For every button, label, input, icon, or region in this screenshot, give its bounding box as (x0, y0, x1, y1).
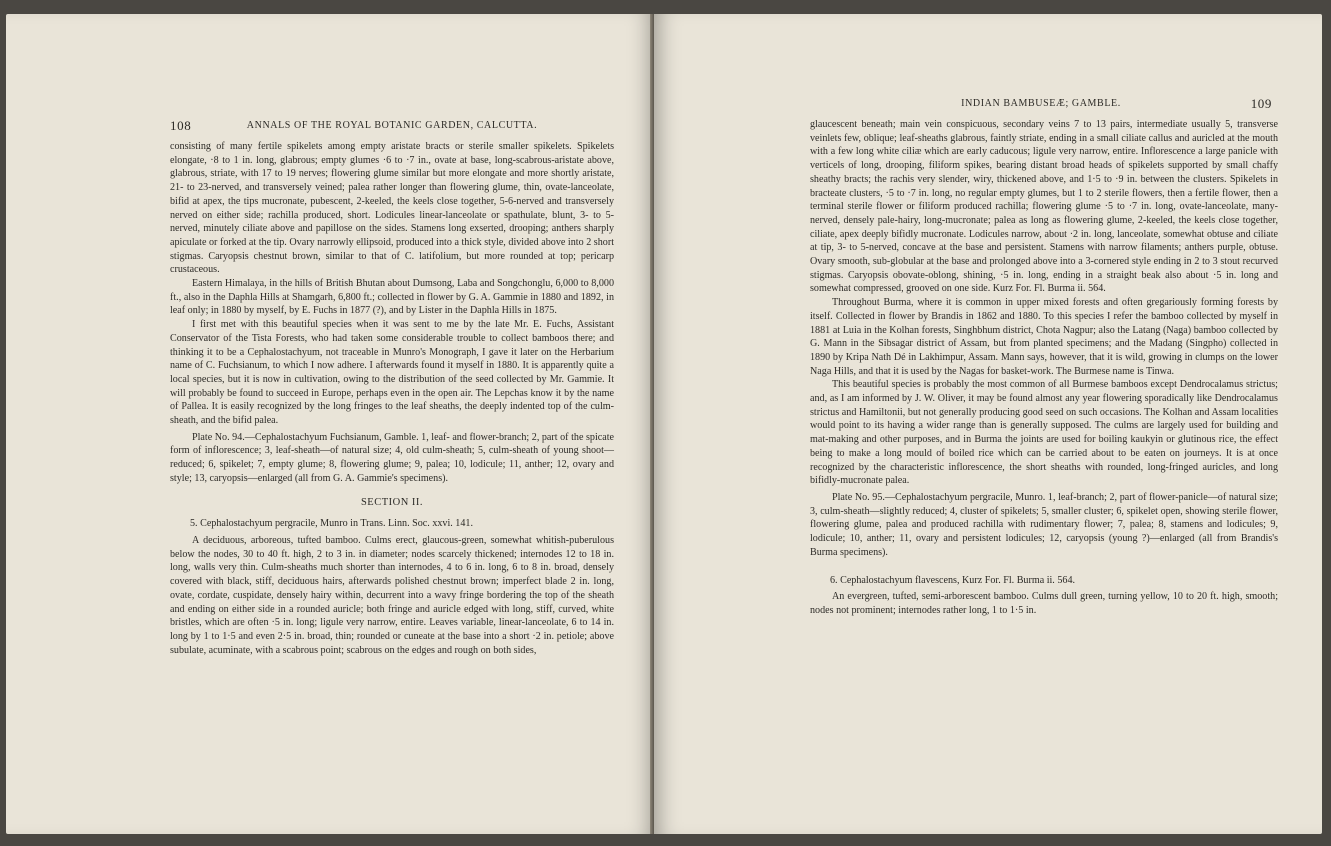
paragraph: Eastern Himalaya, in the hills of British Bhutan about Dumsong, Laba and Songchonglu, 6,000 to 8,000 ft., also in the Daphla Hills at Shamgarh, 6,800 ft.; collected in flower by G. A. Gammie in 1880 and 1892, in leaf only; in 1880 by myself, by E. Fuchs in 1877 (?), and by Lister in the Daphla Hills in 1875. (170, 278, 614, 317)
running-head-title: INDIAN BAMBUSEÆ; GAMBLE. (961, 98, 1121, 109)
species-heading: 6. Cephalostachyum flavescens, Kurz For. Fl. Burma ii. 564. (830, 574, 1076, 586)
paragraph: I first met with this beautiful species when it was sent to me by the late Mr. E. Fuchs, Assistant Conservator of the Tista Forests, who had taken some considerable trouble to collect bamboos there; and thinking it to be a Cephalostachyum, not traceable in Munro's Monograph, I gave it later on the Herbarium name of C. Fuchsianum, to which I now adhere. I afterwards found it myself in 1880. It is apparently quite a local species, but it is now in cultivation, owing to the distribution of the seed collected by Mr. Gammie. It will probably be found to succeed in Europe, perhaps even in the open air. The Lepchas know it by the name of Pallea. It is easily recognized by the long fringes to the leaf sheaths, the deeply indented top of the culm-sheath, and the bifid palea. (170, 319, 614, 427)
running-head-title: ANNALS OF THE ROYAL BOTANIC GARDEN, CALCUTTA. (246, 120, 538, 131)
paragraph: Throughout Burma, where it is common in upper mixed forests and often gregariously forming forests by itself. Collected in flower by Brandis in 1862 and 1880. To this species I refer the bamboo collected by myself in 1881 at Luia in the Kolhan forests, Singhbhum district, Chota Nagpur; also the Latang (Naga) bamboo collected by G. Mann in the Sibsagar district of Assam, but from planted specimens; and the Madang (Singpho) collected in 1890 by Kripa Nath Dé in Lakhimpur, Assam. Mann says, however, that it is wild, growing in clumps on the lower Naga Hills, and that it is used by the Nagas for basket-work. The Burmese name is Tinwa. (810, 297, 1278, 377)
right-page-text (810, 118, 1278, 618)
page-number: 109 (1250, 96, 1272, 111)
left-page-text (170, 140, 614, 657)
left-page (6, 14, 654, 834)
species-heading: 5. Cephalostachyum pergracile, Munro in Trans. Linn. Soc. xxvi. 141. (190, 518, 473, 530)
paragraph: consisting of many fertile spikelets among empty aristate bracts or sterile smaller spikelets. Spikelets elongate, ·8 to 1 in. long, glabrous; empty glumes ·6 to ·7 in., ovate at base, long-scabrous-aristate above, glabrous, striate, with 17 to 19 nerves; flowering glume similar but more elongate and more shortly aristate, 21- to 23-nerved, and transversely veined; palea rather longer than flowering glume, thin, ovate-lanceolate, bifid at apex, the tips mucronate, pubescent, 2-keeled, the keels close together, 5-6-nerved and transversely nerved on either side; rachilla produced, short. Lodicules linear-lanceolate or spathulate, blunt, 3- to 5-nerved, minutely ciliate above and papillose on the sides. Stamens long exserted, drooping; anthers sharply apiculate or forked at the tip. Ovary narrowly ellipsoid, produced into a thick style, divided above into 2 short stigmas. Caryopsis chestnut brown, similar to that of C. latifolium, but more rounded at top; pericarp crustaceous. (170, 141, 614, 276)
section-heading: SECTION II. (360, 496, 424, 508)
paragraph: An evergreen, tufted, semi-arborescent bamboo. Culms dull green, turning yellow, 10 to 20 ft. high, smooth; nodes not prominent; internodes rather long, 1 to 1·5 in. (810, 591, 1278, 616)
plate-caption: Plate No. 95.—Cephalostachyum pergracile, Munro. 1, leaf-branch; 2, part of flower-panicle—of natural size; 3, culm-sheath—slightly reduced; 4, cluster of spikelets; 5, smaller cluster; 6, spikelet open, showing sterile flower, flowering glume, palea and produced rachilla with rudimentary flower; 7, palea; 8, stamens and lodicules; 9, lodicule; 10, anther; 11, ovary and persistent lodicules; 12, caryopsis (young ?)—enlarged (all from Brandis's Burma specimens). (810, 491, 1278, 558)
paragraph: glaucescent beneath; main vein conspicuous, secondary veins 7 to 13 pairs, intermediate usually 5, transverse veinlets few, oblique; leaf-sheaths glabrous, faintly striate, ending in a small ciliate callus and auricled at the mouth with a few long white ciliæ which are early caducous; ligule very narrow, entire. Inflorescence a large panicle with verticels of long, drooping, filiform spikes, bearing distant broad heads of spikelets supported by small chaffy sheathy bracts; the rachis very slender, wiry, thickened above, and 1·5 to ·9 in. between the clusters. Spikelets in bracteate clusters, ·5 to ·7 in. long, no regular empty glumes, but 1 to 2 sterile flowers, then a fertile flower, then a terminal sterile flower or filiform produced rachilla; flowering glume ·5 to ·7 in. long, ovate-lanceolate, many-nerved, densely pale-hairy, long-mucronate; palea as long as flowering glume, 2-keeled, the keels close together, ciliate, apex deeply bifidly mucronate. Lodicules narrow, about ·2 in. long, lanceolate, somewhat obtuse and ciliate at tip, 3- to 5-nerved, concave at the base and persistent. Stamens with narrow filaments; anthers purple, obtuse. Ovary smooth, sub-globular at the base and prolonged above into a 3-cornered style ending in 2 to 3 stout recurved stigmas. Caryopsis obovate-oblong, shining, ·5 in. long, ending in a straight beak also about ·5 in. long and somewhat compressed, grooved on one side. Kurz For. Fl. Burma ii. 564. (810, 119, 1278, 295)
paragraph: This beautiful species is probably the most common of all Burmese bamboos except Dendrocalamus strictus; and, as I am informed by J. W. Oliver, it may be found almost any year flowering sporadically like Dendrocalamus strictus and Hamiltonii, but not generally producing good seed on such occasions. The Kolhan and Assam localities would point to its having a wider range than is generally supposed. The culms are largely used for building and mat-making and other purposes, and in Burma the joints are used for boiling kaukyin or glutinous rice, the effect being to make a long mould of boiled rice which can be carried about to be eaten on journeys. It is at once recognized by the characteristic inflorescence, the short sheaths with rounded, long-fringed auricles, and long bifidly-mucronate palea. (810, 379, 1278, 487)
paragraph: A deciduous, arboreous, tufted bamboo. Culms erect, glaucous-green, somewhat whitish-puberulous below the nodes, 30 to 40 ft. high, 2 to 3 in. in diameter; nodes scarcely thickened; internodes 12 to 18 in. long, walls very thin. Culm-sheaths much shorter than internodes, 4 to 6 in. long, 6 to 8 in. broad, densely covered with black, stiff, deciduous hairs, afterwards polished chestnut brown; imperfect blade 2 in. long, ovate, cordate, cuspidate, densely hairy within, decurrent into a wavy fringe bordering the top of the sheath and ending on either side in a rounded auricle; both fringe and auricle edged with long, stiff, curved, white bristles, which are often ·5 in. long; ligule very narrow, entire. Leaves variable, linear-lanceolate, 6 to 14 in. long by 1 to 1·5 and even 2·5 in. broad, thin; rounded or cuneate at the base into a short ·2 in. petiole; above subulate, acuminate, with a scabrous point; scabrous on the edges and rough on both sides, (170, 534, 614, 656)
plate-caption: Plate No. 94.—Cephalostachyum Fuchsianum, Gamble. 1, leaf- and flower-branch; 2, part of the spicate form of inflorescence; 3, leaf-sheath—of natural size; 4, old culm-sheath; 5, culm-sheath of young shoot—reduced; 6, spikelet; 7, empty glume; 8, flowering glume; 9, palea; 10, lodicule; 11, anther; 12, ovary and style; 13, caryopsis—enlarged (all from G. A. Gammie's specimens). (170, 431, 614, 484)
right-page (654, 14, 1322, 834)
page-number: 108 (170, 118, 192, 133)
